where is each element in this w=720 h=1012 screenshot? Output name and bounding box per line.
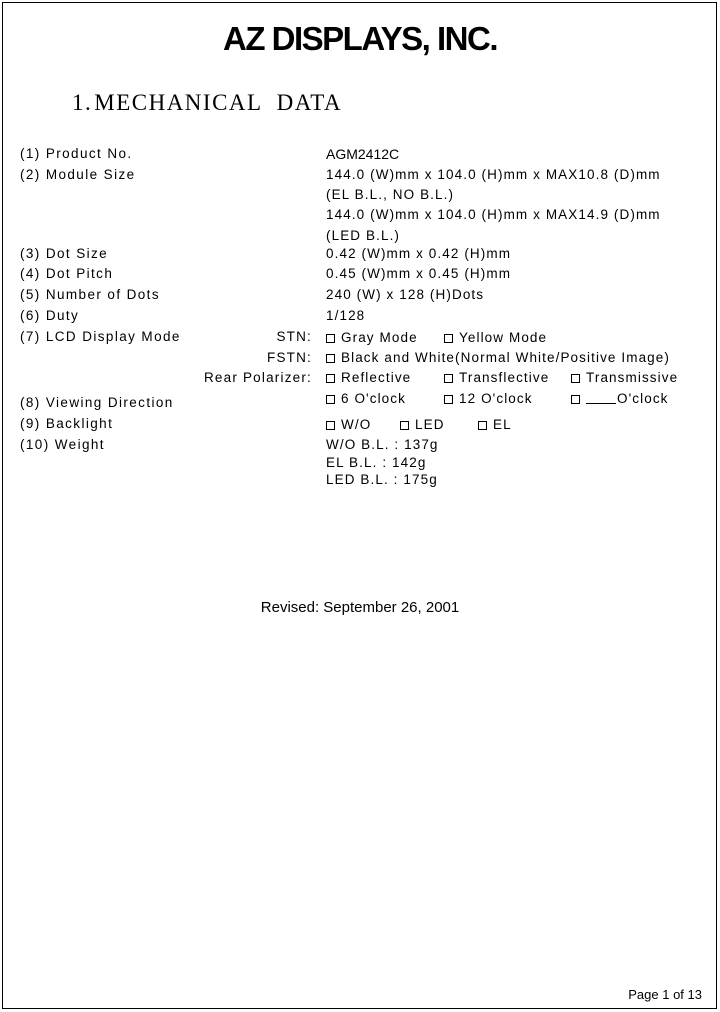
checkbox-icon bbox=[400, 421, 409, 430]
duty-value: 1/128 bbox=[326, 308, 366, 323]
company-title: AZ DISPLAYS, INC. bbox=[223, 20, 497, 57]
dot-pitch-label: (4) Dot Pitch bbox=[20, 266, 114, 281]
viewing-option-custom[interactable] bbox=[571, 391, 669, 406]
option-label: O'clock bbox=[617, 391, 669, 406]
stn-label: STN: bbox=[276, 329, 312, 344]
product-no-label: (1) Product No. bbox=[20, 146, 133, 161]
polarizer-option-transflective[interactable] bbox=[444, 370, 549, 385]
polarizer-option-reflective[interactable] bbox=[326, 370, 411, 385]
polarizer-option-transmissive[interactable] bbox=[571, 370, 678, 385]
checkbox-icon bbox=[478, 421, 487, 430]
option-label: Gray Mode bbox=[341, 330, 418, 345]
module-size-line: 144.0 (W)mm x 104.0 (H)mm x MAX10.8 (D)mm bbox=[326, 167, 661, 182]
fstn-option-bw[interactable] bbox=[326, 350, 670, 365]
product-no-value: AGM2412C bbox=[326, 146, 400, 162]
stn-option-yellow[interactable] bbox=[444, 330, 547, 345]
section-number: 1. bbox=[72, 90, 93, 115]
option-label: EL bbox=[493, 417, 512, 432]
option-label: W/O bbox=[341, 417, 372, 432]
backlight-option-led[interactable] bbox=[400, 417, 445, 432]
viewing-direction-label: (8) Viewing Direction bbox=[20, 395, 174, 410]
checkbox-icon bbox=[571, 395, 580, 404]
backlight-option-el[interactable] bbox=[478, 417, 512, 432]
viewing-option-6[interactable] bbox=[326, 391, 406, 406]
option-label: LED bbox=[415, 417, 445, 432]
checkbox-icon bbox=[444, 395, 453, 404]
rear-polarizer-label: Rear Polarizer: bbox=[203, 370, 312, 385]
option-label: Transmissive bbox=[586, 370, 679, 385]
module-size-line: (EL B.L., NO B.L.) bbox=[326, 187, 455, 202]
module-size-label: (2) Module Size bbox=[20, 167, 136, 182]
page-number: Page 1 of 13 bbox=[628, 987, 702, 1002]
dot-pitch-value: 0.45 (W)mm x 0.45 (H)mm bbox=[326, 266, 512, 281]
checkbox-icon bbox=[326, 421, 335, 430]
backlight-option-wo[interactable] bbox=[326, 417, 371, 432]
checkbox-icon bbox=[326, 354, 335, 363]
blank-line bbox=[586, 391, 616, 404]
checkbox-icon bbox=[326, 374, 335, 383]
viewing-option-12[interactable] bbox=[444, 391, 533, 406]
revision-date: Revised: September 26, 2001 bbox=[260, 599, 460, 616]
section-title-a: MECHANICAL bbox=[94, 90, 263, 115]
backlight-label: (9) Backlight bbox=[20, 416, 114, 431]
weight-label: (10) Weight bbox=[20, 437, 105, 452]
checkbox-icon bbox=[326, 334, 335, 343]
stn-option-gray[interactable] bbox=[326, 330, 418, 345]
module-size-line: 144.0 (W)mm x 104.0 (H)mm x MAX14.9 (D)mm bbox=[326, 207, 661, 222]
option-label: Black and White(Normal White/Positive Image) bbox=[341, 350, 670, 365]
option-label: Yellow Mode bbox=[459, 330, 548, 345]
checkbox-icon bbox=[326, 395, 335, 404]
weight-line: LED B.L. : 175g bbox=[326, 472, 438, 487]
dot-size-value: 0.42 (W)mm x 0.42 (H)mm bbox=[326, 246, 512, 261]
checkbox-icon bbox=[444, 334, 453, 343]
fstn-label: FSTN: bbox=[267, 350, 312, 365]
module-size-line: (LED B.L.) bbox=[326, 228, 401, 243]
weight-line: W/O B.L. : 137g bbox=[326, 437, 439, 452]
option-label: 6 O'clock bbox=[341, 391, 406, 406]
lcd-mode-label: (7) LCD Display Mode bbox=[20, 329, 181, 344]
section-heading bbox=[72, 90, 342, 116]
number-of-dots-label: (5) Number of Dots bbox=[20, 287, 160, 302]
checkbox-icon bbox=[444, 374, 453, 383]
option-label: Reflective bbox=[341, 370, 412, 385]
option-label: 12 O'clock bbox=[459, 391, 533, 406]
option-label: Transflective bbox=[459, 370, 550, 385]
duty-label: (6) Duty bbox=[20, 308, 80, 323]
weight-line: EL B.L. : 142g bbox=[326, 455, 427, 470]
number-of-dots-value: 240 (W) x 128 (H)Dots bbox=[326, 287, 485, 302]
dot-size-label: (3) Dot Size bbox=[20, 246, 109, 261]
section-title-b: DATA bbox=[276, 90, 343, 115]
checkbox-icon bbox=[571, 374, 580, 383]
